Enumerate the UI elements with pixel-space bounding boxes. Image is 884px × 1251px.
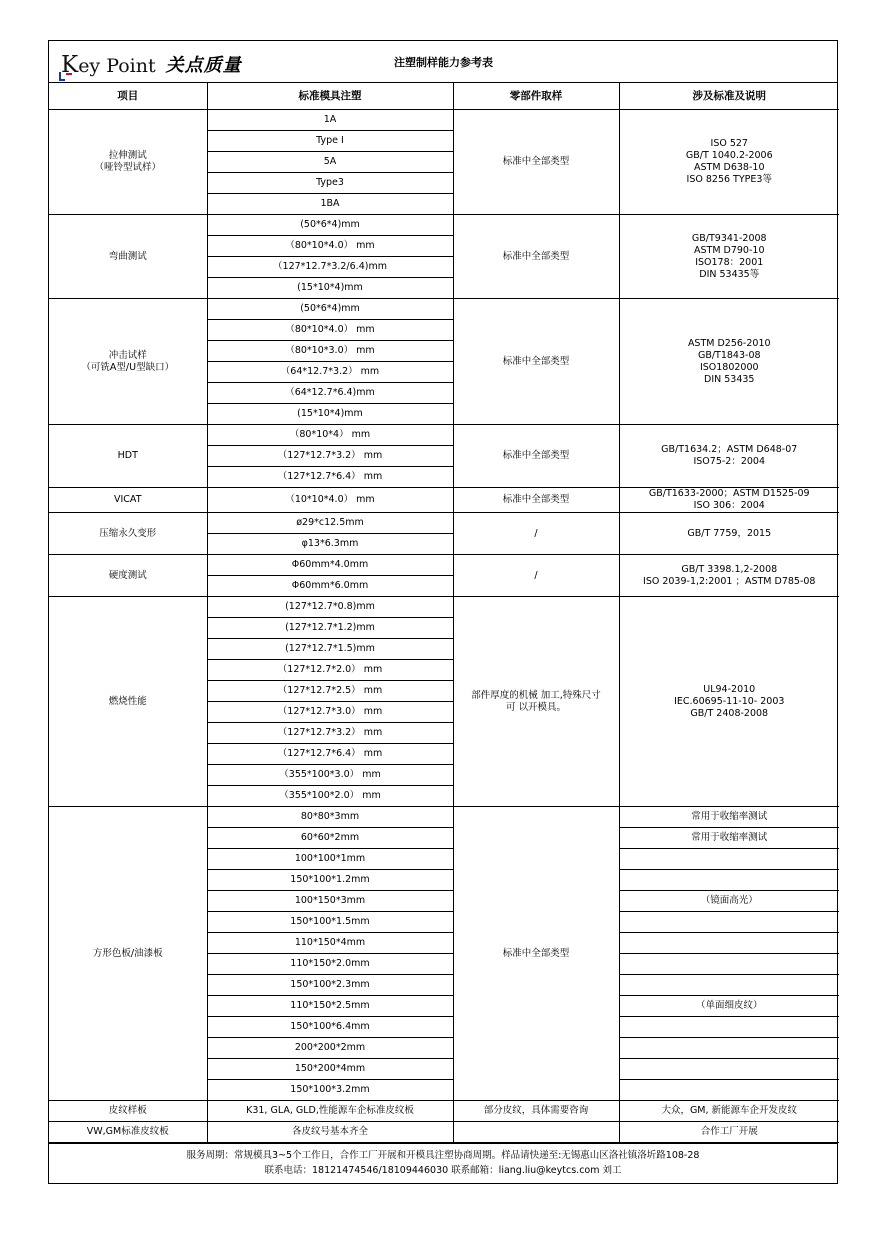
item-name-cell: HDT	[49, 425, 207, 488]
mold-spec-cell: （80*10*3.0） mm	[207, 341, 453, 362]
item-name-cell: 拉伸测试 （哑铃型试样）	[49, 110, 207, 215]
standards-cell: ASTM D256-2010 GB/T1843-08 ISO1802000 DIN 53435	[619, 299, 839, 425]
mold-spec-cell: 60*60*2mm	[207, 828, 453, 849]
note-cell	[619, 849, 839, 870]
table-row	[49, 807, 839, 828]
logo-chinese: 关点质量	[165, 55, 242, 76]
mold-spec-cell: φ13*6.3mm	[207, 534, 453, 555]
sampling-cell: 标准中全部类型	[453, 807, 619, 1101]
table-row	[49, 299, 839, 320]
table-row	[49, 110, 839, 131]
column-header-standards: 涉及标准及说明	[619, 83, 839, 110]
mold-spec-cell: 150*100*1.2mm	[207, 870, 453, 891]
standards-cell: GB/T1634.2；ASTM D648-07 ISO75-2：2004	[619, 425, 839, 488]
footer-service-line: 服务周期：常规模具3~5个工作日，合作工厂开展和开模具注塑协商周期。样品请快递至:无锡惠山区洛社镇洛圻路108-28	[186, 1150, 700, 1161]
standards-cell: GB/T 7759，2015	[619, 513, 839, 555]
standards-cell: 大众，GM, 新能源车企开发皮纹	[619, 1101, 839, 1122]
mold-spec-cell: (15*10*4)mm	[207, 278, 453, 299]
sampling-cell: 标准中全部类型	[453, 425, 619, 488]
sampling-cell: 标准中全部类型	[453, 110, 619, 215]
note-cell	[619, 1038, 839, 1059]
note-cell	[619, 912, 839, 933]
mold-spec-cell: 150*200*4mm	[207, 1059, 453, 1080]
item-name-cell: 弯曲测试	[49, 215, 207, 299]
mold-spec-cell: (127*12.7*0.8)mm	[207, 597, 453, 618]
logo-text-rest: ey Point	[78, 55, 156, 77]
mold-spec-cell: Φ60mm*6.0mm	[207, 576, 453, 597]
table-row	[49, 597, 839, 618]
logo-letter-k: K	[61, 52, 79, 78]
mold-spec-cell: 150*100*3.2mm	[207, 1080, 453, 1101]
column-header-item: 项目	[49, 83, 207, 110]
item-name-cell: 冲击试样 （可铣A型/U型缺口）	[49, 299, 207, 425]
table-body	[49, 110, 839, 1143]
mold-spec-cell: （127*12.7*3.2） mm	[207, 446, 453, 467]
mold-spec-cell: （355*100*3.0） mm	[207, 765, 453, 786]
standards-cell: GB/T 3398.1,2-2008 ISO 2039-1,2:2001 ；ASTM D785-08	[619, 555, 839, 597]
column-header-part-sampling: 零部件取样	[453, 83, 619, 110]
mold-spec-cell: 150*100*6.4mm	[207, 1017, 453, 1038]
table-row	[49, 1122, 839, 1143]
item-name-cell: 硬度测试	[49, 555, 207, 597]
mold-spec-cell: 110*150*4mm	[207, 933, 453, 954]
mold-spec-cell: 80*80*3mm	[207, 807, 453, 828]
mold-spec-cell: 150*100*1.5mm	[207, 912, 453, 933]
mold-spec-cell: 150*100*2.3mm	[207, 975, 453, 996]
sampling-cell: 部分皮纹，具体需要咨询	[453, 1101, 619, 1122]
item-name-cell: 皮纹样板	[49, 1101, 207, 1122]
capability-table	[49, 83, 839, 1143]
table-row	[49, 425, 839, 446]
note-cell: （单面细皮纹）	[619, 996, 839, 1017]
mold-spec-cell: ø29*c12.5mm	[207, 513, 453, 534]
mold-spec-cell: (50*6*4)mm	[207, 299, 453, 320]
mold-spec-cell: 100*100*1mm	[207, 849, 453, 870]
mold-spec-cell: （64*12.7*3.2） mm	[207, 362, 453, 383]
sheet-header	[49, 41, 837, 83]
item-name-cell: VICAT	[49, 488, 207, 513]
mold-spec-cell: （127*12.7*6.4） mm	[207, 467, 453, 488]
item-name-cell: 压缩永久变形	[49, 513, 207, 555]
note-cell	[619, 975, 839, 996]
mold-spec-cell: 5A	[207, 152, 453, 173]
table-row	[49, 513, 839, 534]
footer	[49, 1143, 837, 1183]
table-row	[49, 488, 839, 513]
mold-spec-cell: （80*10*4.0） mm	[207, 320, 453, 341]
item-name-cell: 燃烧性能	[49, 597, 207, 807]
mold-spec-cell: (50*6*4)mm	[207, 215, 453, 236]
sampling-cell: /	[453, 513, 619, 555]
document-title: 注塑制样能力参考表	[394, 56, 493, 69]
table-row	[49, 215, 839, 236]
column-header-standard-mold: 标准模具注塑	[207, 83, 453, 110]
sampling-cell: 标准中全部类型	[453, 299, 619, 425]
mold-spec-cell: （127*12.7*2.5） mm	[207, 681, 453, 702]
logo-mark-icon	[59, 71, 73, 81]
sampling-cell: 部件厚度的机械 加工,特殊尺寸 可 以开模具。	[453, 597, 619, 807]
mold-spec-cell: （127*12.7*3.2） mm	[207, 723, 453, 744]
mold-spec-cell: 100*150*3mm	[207, 891, 453, 912]
standards-cell: GB/T9341-2008 ASTM D790-10 ISO178：2001 DIN 53435等	[619, 215, 839, 299]
note-cell	[619, 1059, 839, 1080]
mold-spec-cell: 110*150*2.5mm	[207, 996, 453, 1017]
mold-spec-cell: (127*12.7*1.2)mm	[207, 618, 453, 639]
note-cell: 常用于收缩率测试	[619, 828, 839, 849]
mold-spec-cell: 1BA	[207, 194, 453, 215]
note-cell: （镜面高光）	[619, 891, 839, 912]
mold-spec-cell: （127*12.7*2.0） mm	[207, 660, 453, 681]
mold-spec-cell: K31, GLA, GLD,性能源车企标准皮纹板	[207, 1101, 453, 1122]
mold-spec-cell: （127*12.7*3.0） mm	[207, 702, 453, 723]
mold-spec-cell: Φ60mm*4.0mm	[207, 555, 453, 576]
mold-spec-cell: （80*10*4.0） mm	[207, 236, 453, 257]
mold-spec-cell: （10*10*4.0） mm	[207, 488, 453, 513]
standards-cell: 合作工厂开展	[619, 1122, 839, 1143]
note-cell	[619, 1080, 839, 1101]
mold-spec-cell: （80*10*4） mm	[207, 425, 453, 446]
table-row	[49, 1101, 839, 1122]
table-header-row	[49, 83, 839, 110]
sampling-cell: 标准中全部类型	[453, 488, 619, 513]
note-cell: 常用于收缩率测试	[619, 807, 839, 828]
mold-spec-cell: （127*12.7*6.4） mm	[207, 744, 453, 765]
footer-contact-line: 联系电话：18121474546/18109446030 联系邮箱：liang.liu@keytcs.com 刘工	[264, 1165, 622, 1176]
company-logo	[61, 48, 242, 78]
sampling-cell	[453, 1122, 619, 1143]
standards-cell: ISO 527 GB/T 1040.2-2006 ASTM D638-10 ISO 8256 TYPE3等	[619, 110, 839, 215]
standards-cell: GB/T1633-2000；ASTM D1525-09 ISO 306：2004	[619, 488, 839, 513]
item-name-cell: VW,GM标准皮纹板	[49, 1122, 207, 1143]
mold-spec-cell: Type3	[207, 173, 453, 194]
mold-spec-cell: (127*12.7*1.5)mm	[207, 639, 453, 660]
table-row	[49, 555, 839, 576]
standards-cell: UL94-2010 IEC.60695-11-10- 2003 GB/T 2408-2008	[619, 597, 839, 807]
sampling-cell: 标准中全部类型	[453, 215, 619, 299]
mold-spec-cell: （64*12.7*6.4)mm	[207, 383, 453, 404]
item-name-cell: 方形色板/油漆板	[49, 807, 207, 1101]
logo-english	[61, 53, 156, 78]
mold-spec-cell: （355*100*2.0） mm	[207, 786, 453, 807]
sampling-cell: /	[453, 555, 619, 597]
mold-spec-cell: 110*150*2.0mm	[207, 954, 453, 975]
mold-spec-cell: 1A	[207, 110, 453, 131]
note-cell	[619, 870, 839, 891]
mold-spec-cell: (15*10*4)mm	[207, 404, 453, 425]
reference-sheet	[48, 40, 838, 1184]
mold-spec-cell: 各皮纹号基本齐全	[207, 1122, 453, 1143]
mold-spec-cell: 200*200*2mm	[207, 1038, 453, 1059]
mold-spec-cell: （127*12.7*3.2/6.4)mm	[207, 257, 453, 278]
note-cell	[619, 1017, 839, 1038]
mold-spec-cell: Type I	[207, 131, 453, 152]
note-cell	[619, 954, 839, 975]
note-cell	[619, 933, 839, 954]
